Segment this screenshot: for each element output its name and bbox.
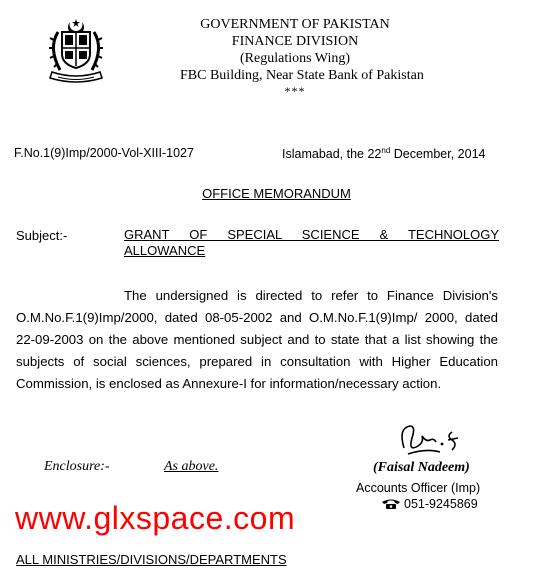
- header-government: GOVERNMENT OF PAKISTAN: [200, 17, 390, 32]
- file-number: F.No.1(9)Imp/2000-Vol-XIII-1027: [14, 146, 194, 160]
- date-ordinal: nd: [381, 146, 391, 155]
- subject-label: Subject:-: [16, 228, 68, 243]
- header-stars: ***: [284, 84, 306, 98]
- memo-body-text: The undersigned is directed to refer to Finance Division's O.M.No.F.1(9)Imp/2000, dated 08-05-2002 and O.M.No.F.1(9)Imp/ 2000, dated 22-09-2003 on the above mentioned subject and to state that a list showing the subjects of social sciences, prepared in consultation with Higher Education Commission, is enclosed as Annexure-I for information/necessary action.: [16, 288, 498, 391]
- enclosure-value: As above.: [164, 459, 219, 474]
- memo-title: OFFICE MEMORANDUM: [202, 186, 351, 201]
- government-emblem-icon: [40, 18, 112, 84]
- telephone-icon: [380, 498, 402, 510]
- subject-line-1: GRANT OF SPECIAL SCIENCE & TECHNOLOGY: [124, 227, 499, 242]
- subject-line-2: ALLOWANCE: [124, 243, 206, 258]
- handwritten-signature: [396, 418, 476, 460]
- website-watermark: www.glxspace.com: [15, 500, 296, 536]
- addressee-line: ALL MINISTRIES/DIVISIONS/DEPARTMENTS: [16, 552, 287, 567]
- memo-body: [16, 285, 498, 395]
- header-division: FINANCE DIVISION: [231, 34, 359, 49]
- date-prefix: Islamabad, the 22: [282, 147, 382, 162]
- signatory-designation: Accounts Officer (Imp): [356, 481, 481, 495]
- date-suffix: December, 2014: [390, 147, 486, 162]
- header-address: FBC Building, Near State Bank of Pakistan: [180, 68, 424, 83]
- signatory-name: (Faisal Nadeem): [373, 460, 470, 475]
- date-line: [282, 146, 485, 161]
- signatory-phone: 051-9245869: [404, 497, 478, 511]
- enclosure-label: Enclosure:-: [44, 459, 110, 474]
- header-wing: (Regulations Wing): [240, 51, 350, 66]
- subject-text: [124, 227, 499, 259]
